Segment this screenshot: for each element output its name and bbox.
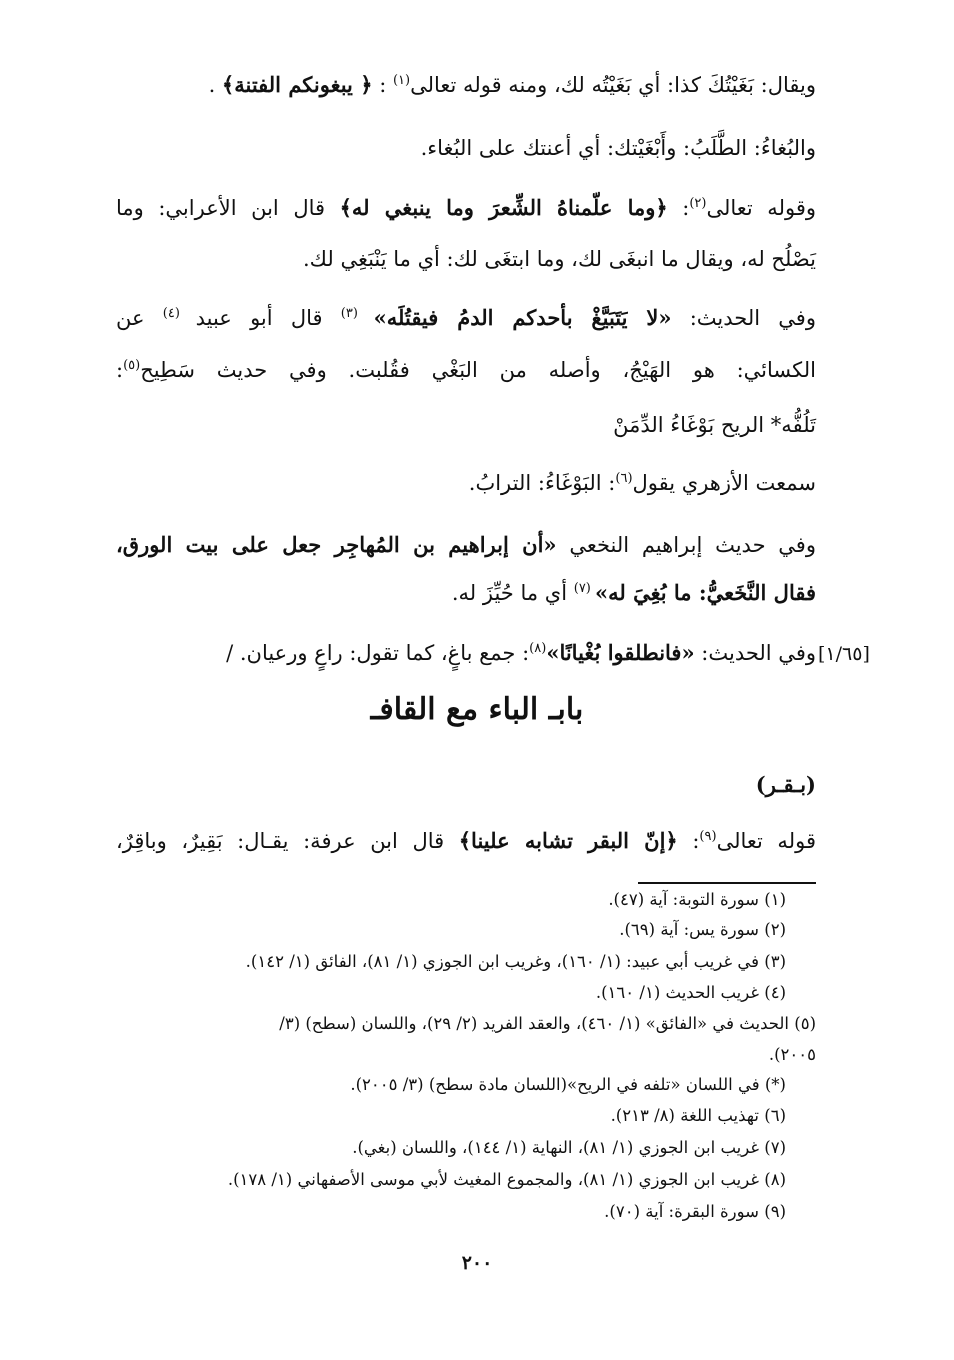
- footnote-separator: [638, 882, 816, 884]
- text: .: [208, 73, 222, 97]
- footnote: (٥) الحديث في «الفائق» (١/ ٤٦٠)، والعقد الفريد (٢/ ٢٩)، واللسان (سطح) (٣/: [279, 1014, 816, 1033]
- body-line-6: [116, 355, 816, 385]
- quran-quote: ﴿إنّ البقر تشابه علينا﴾: [458, 828, 678, 853]
- text: عن: [116, 306, 163, 330]
- body-line-13: [116, 826, 816, 856]
- text: وفي الحديث:: [694, 641, 816, 665]
- text: :: [372, 73, 393, 97]
- footnote-ref: (٤): [162, 306, 196, 321]
- quran-quote: ﴿ يبغونكم الفتنة﴾: [221, 72, 373, 97]
- text: ويقال: بَغَيْتُكَ كذا: أي بَغَيْتُه لك، ومنه قوله تعالى: [410, 73, 816, 97]
- text: قال ابن عرفة: يقـال: بَقِيرٌ، وباقِرٌ،: [116, 829, 459, 853]
- footnote: (*) في اللسان «تلفه في الريح»(اللسان مادة سطح) (٣/ ٢٠٠٥).: [350, 1075, 786, 1094]
- footnote-ref: (٦): [615, 471, 633, 486]
- text: الكسائي: هو الهَيْجُ، وأصله من البَغْي فقُلبت. وفي حديث سَطِيح: [140, 358, 816, 382]
- footnote: (٦) تهذيب اللغة (٨/ ٢١٣).: [610, 1106, 786, 1125]
- footnote: (٩) سورة البقرة: آية (٧٠).: [604, 1202, 786, 1221]
- text: :: [667, 196, 690, 220]
- body-line-5: [116, 303, 816, 333]
- text: وفي حديث إبراهيم النخعي: [556, 533, 816, 557]
- verse: تَلُفُّه* الريح بَوْغَاءُ الدِّمَنْ: [613, 413, 816, 437]
- text: :: [116, 358, 124, 382]
- text: قال ابن الأعرابي: وما: [116, 196, 340, 220]
- text: قال أبو عبيد: [195, 306, 341, 330]
- verse-line: [116, 410, 816, 440]
- body-line-2: [116, 133, 816, 163]
- text: وقوله تعالى: [706, 196, 816, 220]
- hadith-quote: فقال النَّخَعيُّ: ما بُغِيَ له»: [595, 580, 816, 605]
- body-line-9: [116, 530, 816, 560]
- body-line-4: [116, 244, 816, 274]
- text: قوله تعالى: [716, 829, 816, 853]
- footnote: (٢) سورة يس: آية (٦٩).: [619, 920, 786, 939]
- footnote-ref: (١): [392, 73, 411, 88]
- footnote-ref: (٧): [573, 581, 596, 596]
- page-number: ٢٠٠: [461, 1252, 493, 1274]
- footnote-ref: (٩): [699, 829, 717, 844]
- footnote: (٨) غريب ابن الجوزي (١/ ٨١)، والمجموع المغيث لأبي موسى الأصفهاني (١/ ١٧٨).: [227, 1170, 786, 1189]
- footnote-ref: (٥): [123, 358, 141, 373]
- footnote: (٣) في غريب أبي عبيد: (١/ ١٦٠)، وغريب ابن الجوزي (١/ ٨١)، الفائق (١/ ١٤٢).: [245, 952, 786, 971]
- body-line-8: [116, 468, 816, 498]
- footnote: (٤) غريب الحديث (١/ ١٦٠).: [595, 983, 786, 1002]
- quran-quote: ﴿وما علّمناهُ الشِّعرَ وما ينبغي له﴾: [339, 195, 668, 220]
- body-line-10: [116, 578, 816, 608]
- root-heading: (بـقـر): [755, 772, 816, 797]
- text: وفي الحديث:: [671, 306, 816, 330]
- section-heading: [116, 770, 816, 800]
- text: : جمع باغٍ، كما تقول: راعٍ ورعيان. /: [226, 641, 530, 665]
- text: يَصْلُح له، ويقال ما انبغَى لك، وما ابتغَى لك: أي ما يَنْبَغِي لك.: [303, 247, 816, 271]
- footnote-continuation: ٢٠٠٥).: [768, 1045, 816, 1064]
- text: : البَوْغَاءُ: الترابُ.: [468, 471, 616, 495]
- footnote: (٧) غريب ابن الجوزي (١/ ٨١)، النهاية (١/ ١٤٤)، واللسان (بغي).: [352, 1138, 786, 1157]
- chapter-title: بابـ الباء مع القافـ: [370, 692, 584, 727]
- text: والبُغاءُ: الطَّلَبُ: وأَبْغَيْتك: أي أعنتك على البُغاء.: [420, 136, 816, 160]
- footnote: (١) سورة التوبة: آية (٤٧).: [608, 890, 786, 909]
- text: أي ما حُيِّزَ له.: [451, 581, 574, 605]
- text: سمعت الأزهري يقول: [632, 471, 816, 495]
- body-line-11: [116, 638, 816, 668]
- footnote-ref: (٢): [689, 196, 707, 211]
- footnote-ref: (٣): [340, 306, 374, 321]
- hadith-quote: «لا يَتَبَيَّغْ بأحدكم الدمُ فيقتُلَه»: [373, 305, 672, 330]
- hadith-quote: «فانطلقوا بُغْيانًا»: [546, 640, 695, 665]
- manuscript-folio-ref: [١/٦٥]: [818, 643, 870, 665]
- body-line-3: [116, 193, 816, 223]
- text: :: [677, 829, 700, 853]
- body-line-1: [116, 70, 816, 100]
- hadith-quote: «أن إبراهيم بن المُهاجِر جعل على بيت الورق،: [116, 532, 557, 557]
- footnote-ref: (٨): [529, 641, 547, 656]
